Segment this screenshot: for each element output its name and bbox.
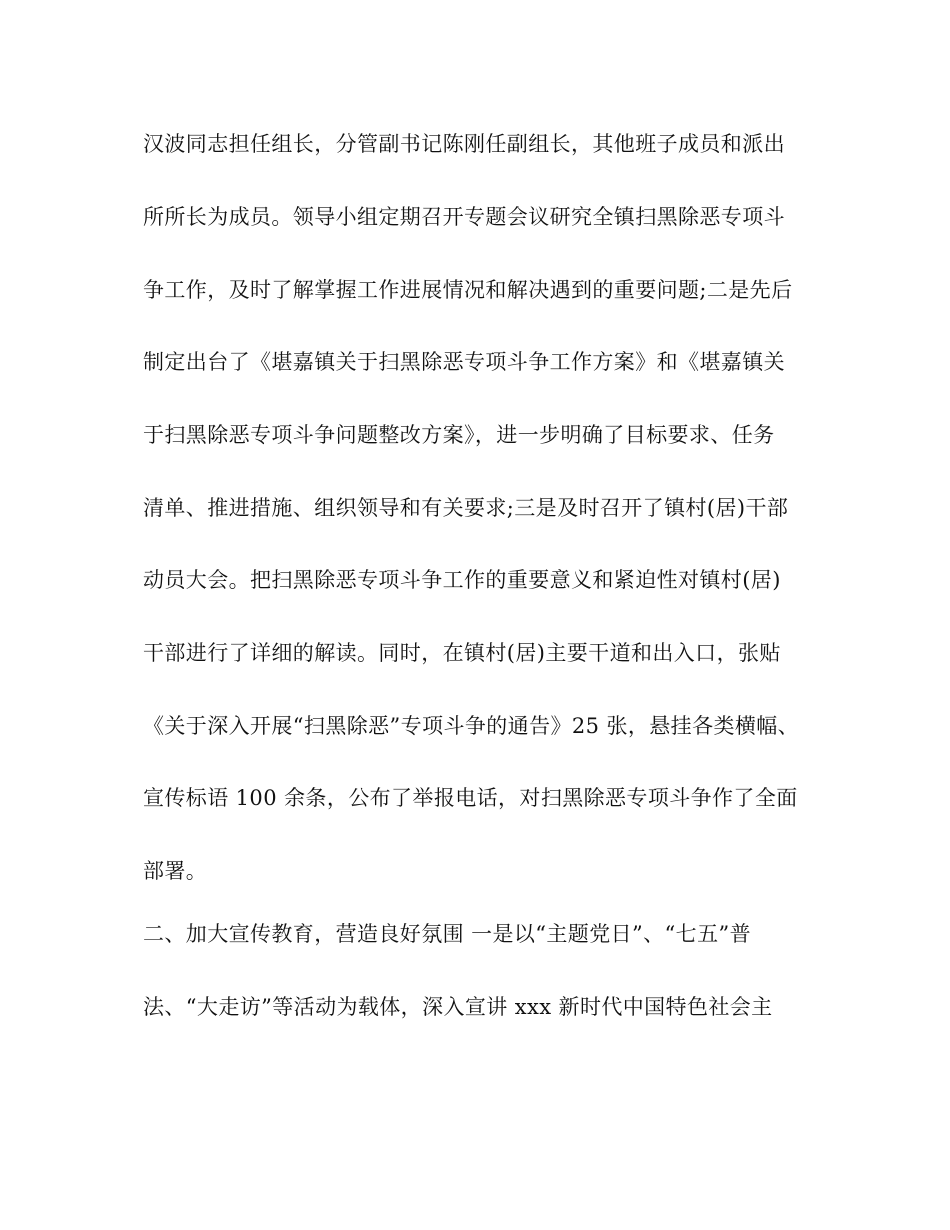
text-line-9: 《关于深入开展“扫黑除恶”专项斗争的通告》25 张，悬挂各类横幅、 xyxy=(143,714,800,738)
text-line-10: 宣传标语 100 余条，公布了举报电话，对扫黑除恶专项斗争作了全面 xyxy=(143,786,798,810)
text-line-4: 制定出台了《堪嘉镇关于扫黑除恶专项斗争工作方案》和《堪嘉镇关 xyxy=(143,350,785,374)
section-heading-line: 二、加大宣传教育，营造良好氛围 一是以“主题党日”、“七五”普 xyxy=(143,922,752,946)
text-line-7: 动员大会。把扫黑除恶专项斗争工作的重要意义和紧迫性对镇村(居) xyxy=(143,568,781,592)
text-line-13: 法、“大走访”等活动为载体，深入宣讲 xxx 新时代中国特色社会主 xyxy=(143,995,773,1019)
text-line-8: 干部进行了详细的解读。同时，在镇村(居)主要干道和出入口，张贴 xyxy=(143,641,781,665)
text-line-11: 部署。 xyxy=(143,859,208,883)
text-line-6: 清单、推进措施、组织领导和有关要求;三是及时召开了镇村(居)干部 xyxy=(143,496,789,520)
text-line-1: 汉波同志担任组长，分管副书记陈刚任副组长，其他班子成员和派出 xyxy=(143,132,785,156)
text-line-3: 争工作，及时了解掌握工作进展情况和解决遇到的重要问题;二是先后 xyxy=(143,278,793,302)
text-line-5: 于扫黑除恶专项斗争问题整改方案》，进一步明确了目标要求、任务 xyxy=(143,423,775,447)
text-line-2: 所所长为成员。领导小组定期召开专题会议研究全镇扫黑除恶专项斗 xyxy=(143,205,785,229)
